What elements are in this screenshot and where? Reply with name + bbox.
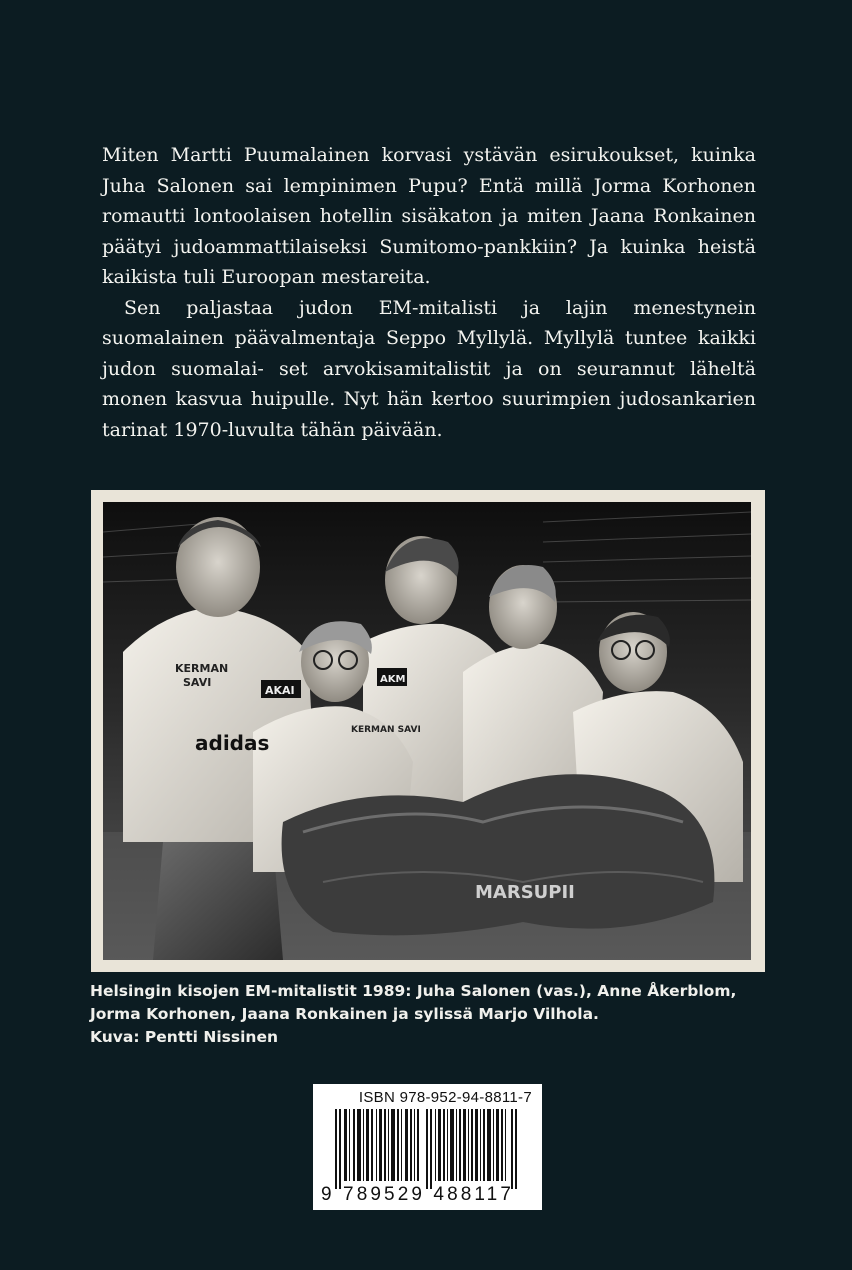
- caption-credit: Kuva: Pentti Nissinen: [90, 1028, 278, 1046]
- blurb-line: päivään.: [361, 418, 443, 441]
- blurb-line: Miten Martti Puumalainen korvasi ystävän esirukoukset, kuinka Juha: [102, 144, 756, 197]
- blurb-line: lontoolaisen hotellin sisäkaton ja miten Jaana Ronkainen päätyi: [102, 205, 756, 258]
- jacket-text-akai: AKAI: [265, 684, 295, 697]
- barcode-bars: [335, 1109, 525, 1189]
- blurb-line: päävalmentaja Seppo Myllylä. Myllylä tuntee kaikki judon suomalai-: [102, 327, 756, 380]
- blurb-line: Sen paljastaa judon EM-mitalisti ja lajin menestynein suomalainen: [102, 296, 756, 349]
- jacket-text-kerman: KERMAN: [175, 662, 229, 675]
- blurb-line: set arvokisamitalistit ja on seurannut läheltä monen kasvua huipulle.: [102, 357, 756, 410]
- blurb-paragraph-2: [102, 293, 756, 446]
- jacket-text-kerman-savi: KERMAN SAVI: [351, 725, 421, 735]
- blurb-line: tuli Euroopan mestareita.: [183, 266, 431, 288]
- photo-caption: [90, 980, 770, 1049]
- jacket-text-marsupii: MARSUPII: [475, 882, 575, 903]
- back-cover-blurb: [102, 140, 756, 445]
- team-photo-illustration: [103, 502, 751, 960]
- blurb-line: Nyt hän kertoo suurimpien judosankarien tarinat 1970-luvulta tähän: [102, 388, 757, 441]
- caption-line-1: Helsingin kisojen EM-mitalistit 1989: Juha Salonen (vas.), Anne Åkerblom,: [90, 982, 737, 1000]
- barcode-digits: 9 789529 488117: [321, 1184, 515, 1205]
- caption-line-2: Jorma Korhonen, Jaana Ronkainen ja sylissä Marjo Vilhola.: [90, 1005, 599, 1023]
- team-photo: [103, 502, 751, 960]
- jacket-text-akm: AKM: [380, 674, 406, 685]
- blurb-line: judoammattilaiseksi Sumitomo-pankkiin? Ja kuinka heistä kaikista: [102, 235, 756, 288]
- jacket-text-savi: SAVI: [183, 676, 212, 689]
- isbn-barcode: [313, 1084, 542, 1210]
- photo-frame: [91, 490, 765, 972]
- blurb-paragraph-1: [102, 140, 756, 293]
- blurb-line: Salonen sai lempinimen Pupu? Entä millä Jorma Korhonen romautti: [102, 174, 756, 227]
- jacket-text-adidas: adidas: [195, 731, 270, 755]
- isbn-label: ISBN 978-952-94-8811-7: [358, 1089, 532, 1106]
